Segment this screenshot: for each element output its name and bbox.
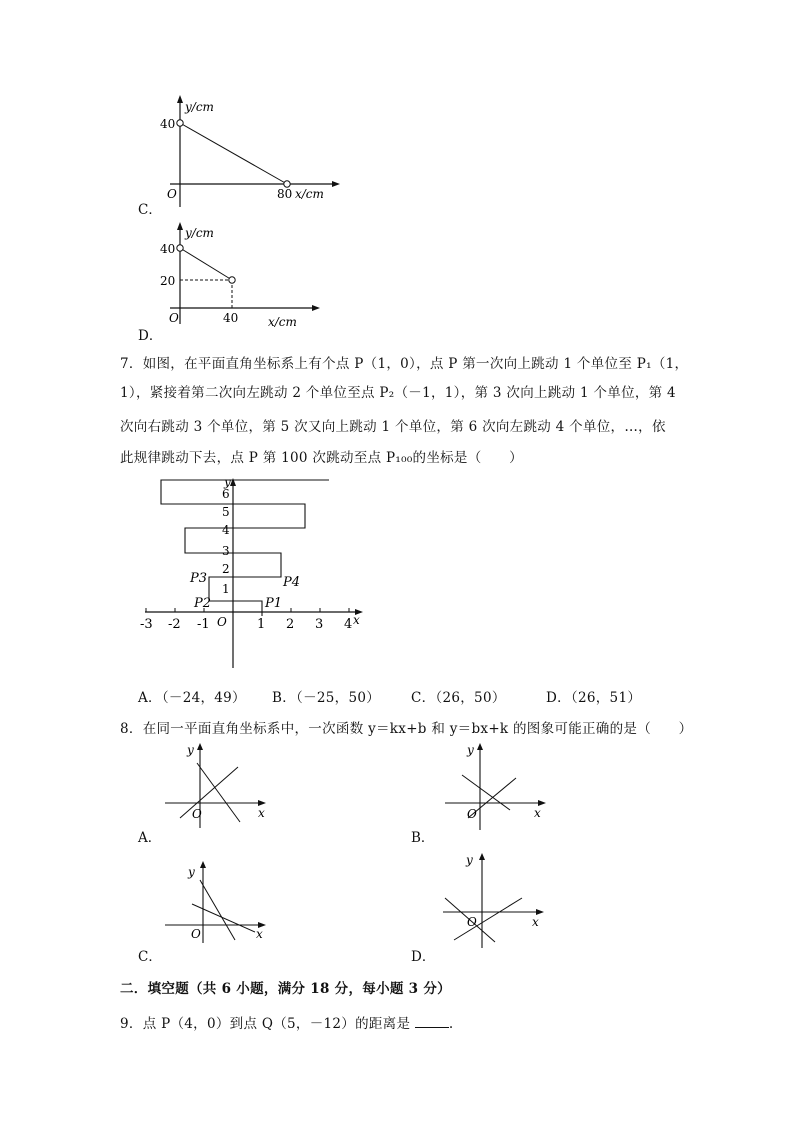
q8-option-a-label: A． [138,830,162,846]
q8-option-d-graph [440,850,555,950]
y-axis-label: y [224,476,231,489]
y-tick: 40 [160,117,176,131]
q6-option-d-graph [150,222,330,332]
q8-option-b-graph [440,740,555,830]
origin-label: O [192,807,202,821]
origin-label: O [467,807,477,821]
q9-question [120,1012,453,1032]
x-axis-label: x [353,613,360,627]
x-tick-label: 4 [344,617,353,632]
y-axis-label: y [187,743,194,757]
y-tick-label: 3 [222,544,230,558]
x-tick-label: 2 [286,617,295,632]
q7-option-d: D．（26，51） [546,690,642,706]
x-tick: 40 [223,311,239,325]
x-tick-label: -3 [140,617,153,632]
q6-option-d-label: D． [138,328,163,344]
origin-label: O [167,187,177,201]
q8-option-b-label: B． [411,830,435,846]
q7-line-1: 7．如图，在平面直角坐标系上有个点 P（1，0），点 P 第一次向上跳动 1 个单位至 P₁（1， [120,356,689,372]
origin-label: O [217,615,227,629]
q7-option-a: A．（－24，49） [138,690,246,706]
y-tick-label: 1 [222,582,230,596]
q7-line-2: 1），紧接着第二次向左跳动 2 个单位至点 P₂（－1，1），第 3 次向上跳动 1 个单位，第 4 [120,385,676,401]
y-axis-label: y/cm [185,226,214,240]
q8-option-c-label: C． [138,949,162,965]
origin-label: O [467,915,477,929]
x-axis-label: x [258,806,265,820]
point-p3-label: P3 [190,571,208,586]
q7-option-c: C．（26，50） [411,690,506,706]
y-axis-label: y [188,865,195,879]
y-axis-label: y [467,743,474,757]
x-axis-label: x [534,806,541,820]
y-tick-top: 40 [160,242,176,256]
x-axis-label: x/cm [295,187,324,201]
point-p2-label: P2 [194,596,212,611]
q8-option-d-label: D． [411,949,436,965]
q9-text: 9．点 P（4，0）到点 Q（5，－12）的距离是 [120,1016,411,1032]
q6-option-c-label: C． [138,202,162,218]
x-axis-label: x [256,927,263,941]
x-tick-label: 1 [257,617,266,632]
q7-line-4: 此规律跳动下去，点 P 第 100 次跳动至点 P₁₀₀的坐标是（ ） [120,450,523,466]
q8-option-c-graph [160,858,275,948]
y-tick-mid: 20 [160,274,176,288]
y-tick-label: 2 [222,562,230,576]
q7-option-b: B．（－25，50） [272,690,381,706]
y-tick-label: 4 [222,523,230,537]
q8-question: 8．在同一平面直角坐标系中，一次函数 y＝kx+b 和 y＝bx+k 的图象可能正确的是（ ） [120,721,693,737]
x-axis-label: x/cm [268,315,297,329]
x-axis-label: x [532,915,539,929]
x-tick-label: 3 [315,617,324,632]
origin-label: O [191,927,201,941]
point-p4-label: P4 [283,575,301,590]
y-axis-label: y [466,853,473,867]
x-tick-label: -1 [197,617,210,632]
section-2-title: 二．填空题（共 6 小题，满分 18 分，每小题 3 分） [120,981,451,997]
q9-answer-blank[interactable] [415,1015,449,1028]
y-tick-label: 5 [222,505,230,519]
y-tick-label: 6 [222,487,230,501]
x-tick: 80 [277,187,293,201]
q6-option-c-graph [150,95,360,215]
y-axis-label: y/cm [185,100,214,114]
origin-label: O [169,311,179,325]
q9-period: . [448,1016,454,1032]
q7-spiral-figure [135,476,375,676]
point-p1-label: P1 [265,596,283,611]
x-tick-label: -2 [168,617,181,632]
q8-option-a-graph [160,740,275,830]
q7-line-3: 次向右跳动 3 个单位，第 5 次又向上跳动 1 个单位，第 6 次向左跳动 4 个单位，…，依 [120,419,666,435]
